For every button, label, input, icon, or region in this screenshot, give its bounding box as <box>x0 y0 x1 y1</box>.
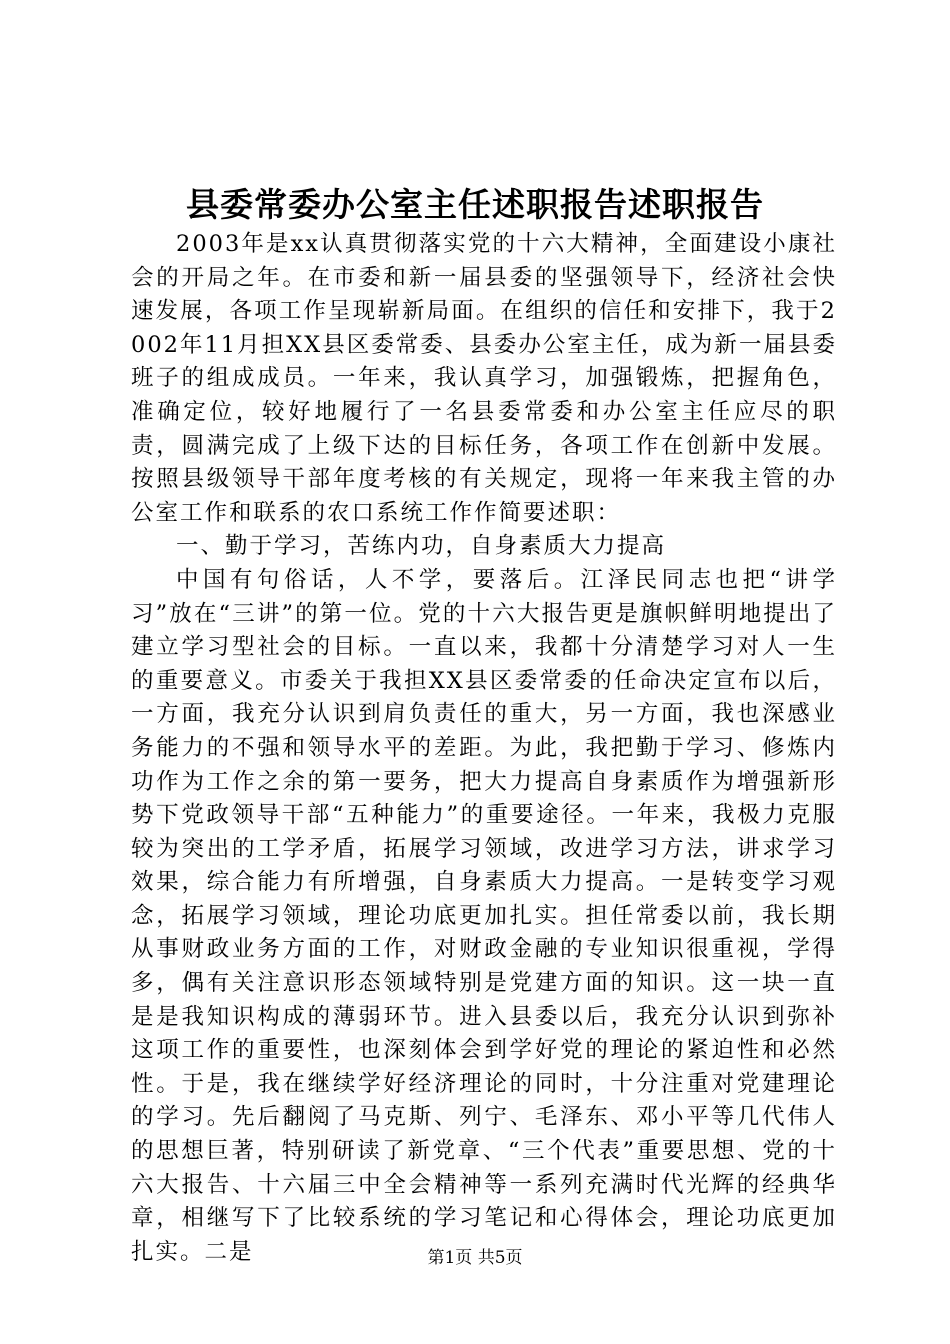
intro-paragraph: 2003年是xx认真贯彻落实党的十六大精神，全面建设小康社会的开局之年。在市委和新一届县委的坚强领导下，经济社会快速发展，各项工作呈现崭新局面。在组织的信任和安排下，我于2002年11月担XX县区委常委、县委办公室主任，成为新一届县委班子的组成成员。一年来，我认真学习，加强锻炼，把握角色，准确定位，较好地履行了一名县委常委和办公室主任应尽的职责，圆满完成了上级下达的目标任务，各项工作在创新中发展。按照县级领导干部年度考核的有关规定，现将一年来我主管的办公室工作和联系的农口系统工作作简要述职： <box>131 231 837 526</box>
section-paragraph: 中国有句俗话，人不学，要落后。江泽民同志也把“讲学习”放在“三讲”的第一位。党的十六大报告更是旗帜鲜明地提出了建立学习型社会的目标。一直以来，我都十分清楚学习对人一生的重要意义。市委关于我担XX县区委常委的任命决定宣布以后，一方面，我充分认识到肩负责任的重大，另一方面，我也深感业务能力的不强和领导水平的差距。为此，我把勤于学习、修炼内功作为工作之余的第一要务，把大力提高自身素质作为增强新形势下党政领导干部“五种能力”的重要途径。一年来，我极力克服较为突出的工学矛盾，拓展学习领域，改进学习方法，讲求学习效果，综合能力有所增强，自身素质大力提高。一是转变学习观念，拓展学习领域，理论功底更加扎实。担任常委以前，我长期从事财政业务方面的工作，对财政金融的专业知识很重视，学得多，偶有关注意识形态领域特别是党建方面的知识。这一块一直是是我知识构成的薄弱环节。进入县委以后，我充分认识到弥补这项工作的重要性，也深刻体会到学好党的理论的紧迫性和必然性。于是，我在继续学好经济理论的同时，十分注重对党建理论的学习。先后翻阅了马克斯、列宁、毛泽东、邓小平等几代伟人的思想巨著，特别研读了新党章、“三个代表”重要思想、党的十六大报告、十六届三中全会精神等一系列充满时代光辉的经典华章，相继写下了比较系统的学习笔记和心得体会，理论功底更加扎实。二是 <box>131 566 837 1265</box>
document-body <box>131 228 837 1269</box>
document-title: 县委常委办公室主任述职报告述职报告 <box>186 185 764 224</box>
section-heading: 一、勤于学习，苦练内功，自身素质大力提高 <box>176 533 667 560</box>
page-footer: 第1页 共5页 <box>427 1248 523 1268</box>
